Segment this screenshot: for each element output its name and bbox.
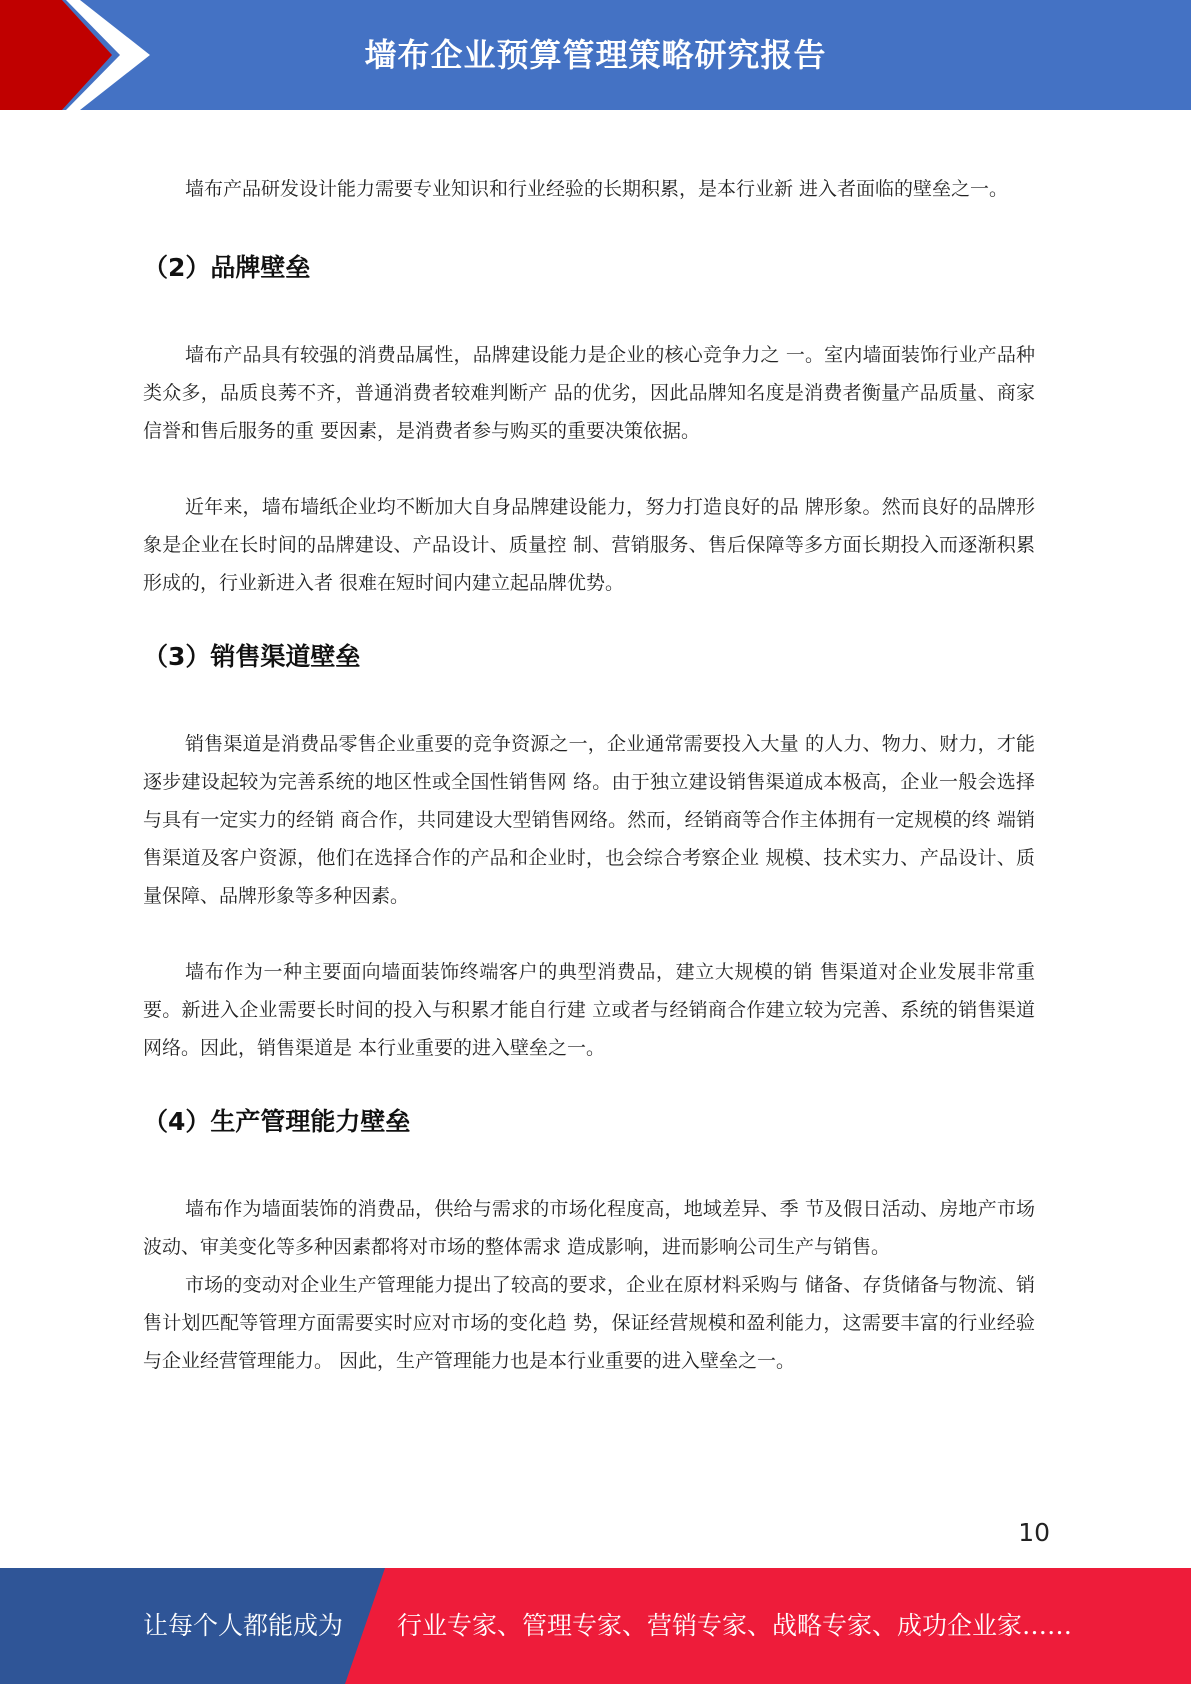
report-body [143, 170, 1035, 1380]
paragraph: 墙布作为墙面装饰的消费品，供给与需求的市场化程度高，地域差异、季 节及假日活动、房地产市场波动、审美变化等多种因素都将对市场的整体需求 造成影响，进而影响公司生产与销售。 [143, 1198, 1035, 1258]
paragraph: 近年来，墙布墙纸企业均不断加大自身品牌建设能力，努力打造良好的品 牌形象。然而良好的品牌形象是企业在长时间的品牌建设、产品设计、质量控 制、营销服务、售后保障等多方面长期投入而逐渐积累形成的，行业新进入者 很难在短时间内建立起品牌优势。 [143, 496, 1035, 594]
page-footer [0, 1568, 1191, 1684]
page-header [0, 0, 1191, 110]
paragraph: 墙布产品研发设计能力需要专业知识和行业经验的长期积累，是本行业新 进入者面临的壁垒之一。 [185, 178, 1009, 200]
paragraph: 墙布产品具有较强的消费品属性，品牌建设能力是企业的核心竞争力之 一。室内墙面装饰行业产品种类众多，品质良莠不齐，普通消费者较难判断产 品的优劣，因此品牌知名度是消费者衡量产品质量、商家信誉和售后服务的重 要因素，是消费者参与购买的重要决策依据。 [143, 344, 1035, 442]
paragraph: 墙布作为一种主要面向墙面装饰终端客户的典型消费品，建立大规模的销 售渠道对企业发展非常重要。新进入企业需要长时间的投入与积累才能自行建 立或者与经销商合作建立较为完善、系统的销售渠道网络。因此，销售渠道是 本行业重要的进入壁垒之一。 [143, 961, 1035, 1059]
section-heading-sales-channel-barrier: （3）销售渠道壁垒 [143, 642, 361, 671]
section-heading-brand-barrier: （2）品牌壁垒 [143, 253, 311, 282]
section-heading-production-management-barrier: （4）生产管理能力壁垒 [143, 1107, 411, 1136]
paragraph: 销售渠道是消费品零售企业重要的竞争资源之一，企业通常需要投入大量 的人力、物力、财力，才能逐步建设起较为完善系统的地区性或全国性销售网 络。由于独立建设销售渠道成本极高，企业一般会选择与具有一定实力的经销 商合作，共同建设大型销售网络。然而，经销商等合作主体拥有一定规模的终 端销售渠道及客户资源，他们在选择合作的产品和企业时，也会综合考察企业 规模、技术实力、产品设计、质量保障、品牌形象等多种因素。 [143, 733, 1035, 907]
page-number: 10 [1018, 1518, 1050, 1547]
footer-expert-list: 行业专家、管理专家、营销专家、战略专家、成功企业家…… [397, 1611, 1073, 1640]
footer-slogan: 让每个人都能成为 [143, 1611, 344, 1640]
header-title: 墙布企业预算管理策略研究报告 [364, 36, 827, 74]
paragraph: 市场的变动对企业生产管理能力提出了较高的要求，企业在原材料采购与 储备、存货储备与物流、销售计划匹配等管理方面需要实时应对市场的变化趋 势，保证经营规模和盈利能力，这需要丰富的行业经验与企业经营管理能力。 因此，生产管理能力也是本行业重要的进入壁垒之一。 [143, 1274, 1035, 1372]
